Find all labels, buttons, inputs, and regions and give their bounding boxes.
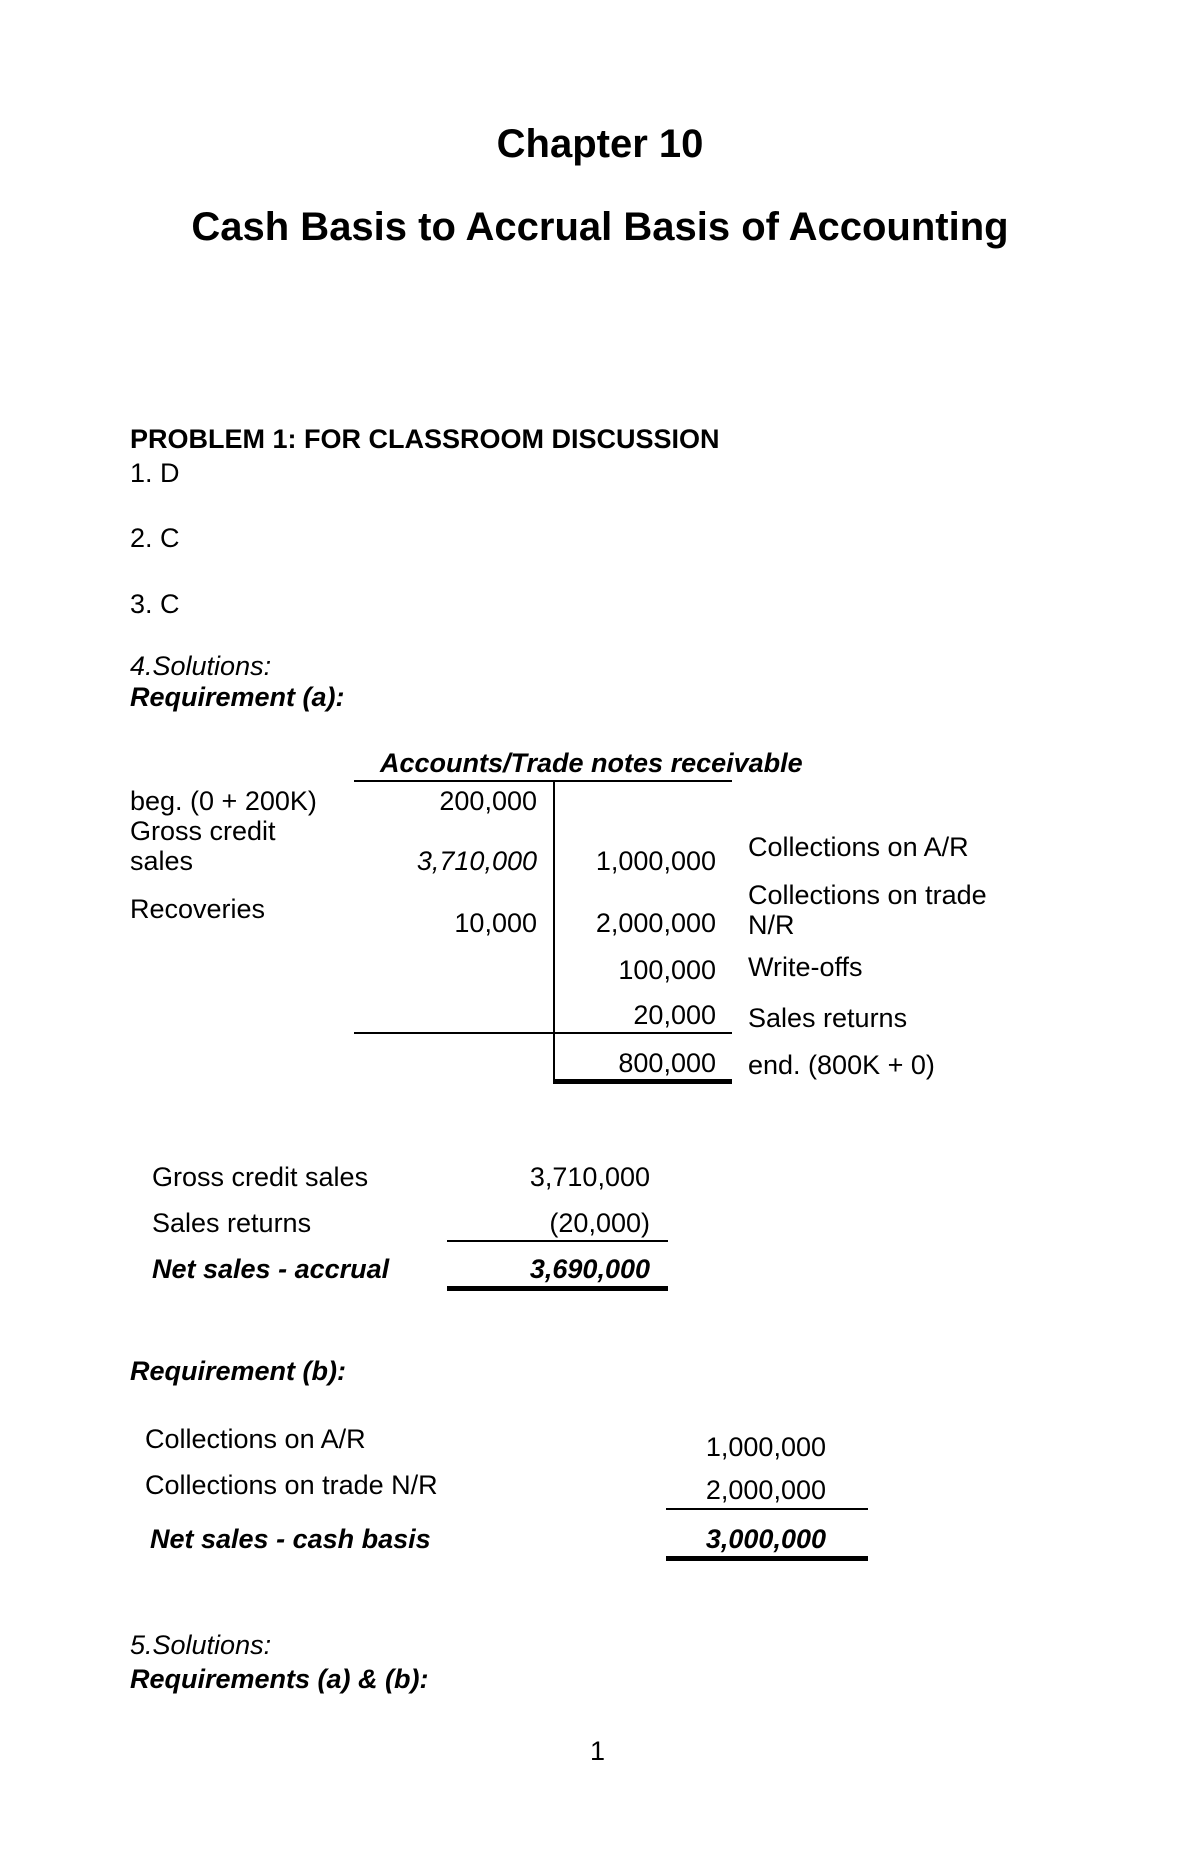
gross-credit-label-1: Gross credit	[130, 816, 276, 846]
credit-value-write-offs: 100,000	[618, 955, 716, 985]
t-account-center-rule	[553, 780, 555, 1082]
page-title: Cash Basis to Accrual Basis of Accounting	[191, 205, 1009, 249]
accrual-row-label: Gross credit sales	[152, 1162, 369, 1192]
page-number: 1	[589, 1736, 606, 1766]
accrual-row-value: 3,710,000	[529, 1162, 650, 1192]
recoveries-value: 10,000	[454, 908, 537, 938]
credit-value-collections-ar: 1,000,000	[595, 846, 716, 876]
cash-subtotal-rule	[666, 1508, 868, 1510]
cash-row-label: Collections on trade N/R	[145, 1470, 438, 1500]
cash-row-value: 1,000,000	[705, 1432, 826, 1462]
accrual-total-double-rule	[447, 1286, 668, 1291]
accrual-row-label: Sales returns	[152, 1208, 312, 1238]
gross-credit-label-2: sales	[130, 846, 194, 876]
cash-total-value: 3,000,000	[705, 1524, 826, 1554]
recoveries-label: Recoveries	[130, 894, 266, 924]
accrual-subtotal-rule	[447, 1240, 668, 1242]
answer-3: 3. C	[130, 589, 180, 619]
chapter-heading: Chapter 10	[496, 122, 704, 166]
beg-label: beg. (0 + 200K)	[130, 786, 317, 816]
accrual-row-value: (20,000)	[549, 1208, 650, 1238]
credit-label-sales-returns: Sales returns	[748, 1003, 908, 1033]
q5-solutions-label: 5.Solutions:	[130, 1630, 272, 1660]
t-account-top-rule	[354, 780, 732, 782]
gross-credit-value: 3,710,000	[416, 846, 537, 876]
cash-row-label: Collections on A/R	[145, 1424, 366, 1454]
cash-total-label: Net sales - cash basis	[150, 1524, 431, 1554]
t-account-title: Accounts/Trade notes receivable	[380, 748, 803, 778]
q4-solutions-label: 4.Solutions:	[130, 651, 272, 681]
end-value: 800,000	[618, 1048, 716, 1078]
beg-value: 200,000	[439, 786, 537, 816]
credit-value-collections-nr: 2,000,000	[595, 908, 716, 938]
answer-2: 2. C	[130, 523, 180, 553]
t-account-double-rule	[553, 1079, 732, 1084]
requirement-b-heading: Requirement (b):	[130, 1356, 346, 1386]
credit-label-collections-nr-1: Collections on trade	[748, 880, 987, 910]
credit-value-sales-returns: 20,000	[633, 1000, 716, 1030]
answer-1: 1. D	[130, 458, 180, 488]
problem-heading: PROBLEM 1: FOR CLASSROOM DISCUSSION	[130, 424, 720, 454]
cash-total-double-rule	[666, 1556, 868, 1561]
requirements-ab-heading: Requirements (a) & (b):	[130, 1664, 429, 1694]
end-label: end. (800K + 0)	[748, 1050, 935, 1080]
cash-row-value: 2,000,000	[705, 1475, 826, 1505]
credit-label-collections-nr-2: N/R	[748, 910, 795, 940]
accrual-total-label: Net sales - accrual	[152, 1254, 390, 1284]
credit-label-collections-ar: Collections on A/R	[748, 832, 969, 862]
t-account-bottom-rule	[354, 1032, 732, 1034]
requirement-a-heading: Requirement (a):	[130, 682, 345, 712]
credit-label-write-offs: Write-offs	[748, 952, 863, 982]
accrual-total-value: 3,690,000	[529, 1254, 650, 1284]
